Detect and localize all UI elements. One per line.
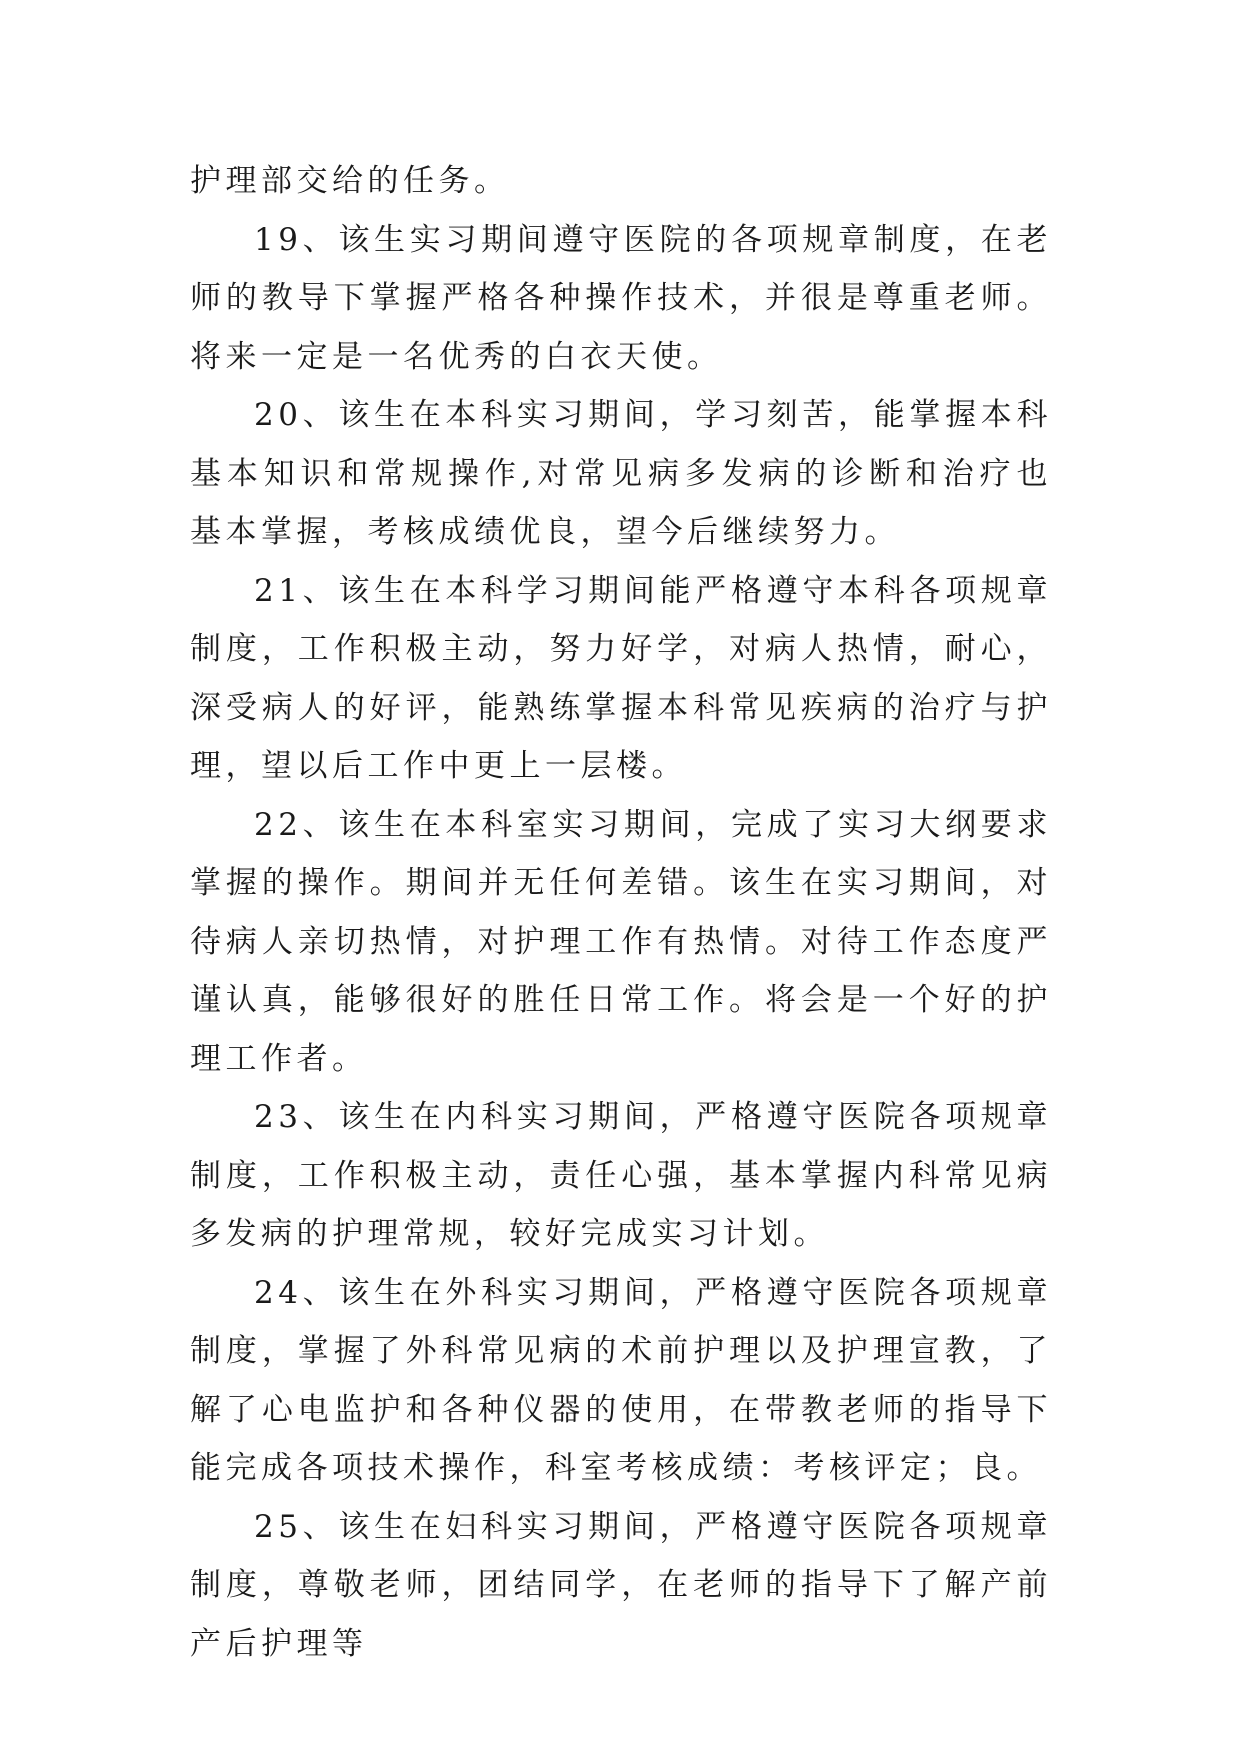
paragraph-continuation: 护理部交给的任务。	[190, 163, 510, 199]
paragraph-item-22: 22、该生在本科室实习期间，完成了实习大纲要求掌握的操作。期间并无任何差错。该生在实习期间，对待病人亲切热情，对护理工作有热情。对待工作态度严谨认真，能够很好的胜任日常工作。将会是一个好的护理工作者。	[190, 806, 1052, 1077]
paragraph-item-25: 25、该生在妇科实习期间，严格遵守医院各项规章制度，尊敬老师，团结同学，在老师的指导下了解产前产后护理等	[190, 1508, 1052, 1662]
body-text	[190, 152, 1052, 1673]
paragraph-item-24: 24、该生在外科实习期间，严格遵守医院各项规章制度，掌握了外科常见病的术前护理以及护理宣教，了解了心电监护和各种仪器的使用，在带教老师的指导下能完成各项技术操作，科室考核成绩：考核评定；良。	[190, 1274, 1052, 1486]
paragraph-item-21: 21、该生在本科学习期间能严格遵守本科各项规章制度，工作积极主动，努力好学，对病人热情，耐心，深受病人的好评，能熟练掌握本科常见疾病的治疗与护理，望以后工作中更上一层楼。	[190, 572, 1052, 784]
paragraph-item-19: 19、该生实习期间遵守医院的各项规章制度，在老师的教导下掌握严格各种操作技术，并很是尊重老师。将来一定是一名优秀的白衣天使。	[190, 221, 1052, 375]
paragraph-item-20: 20、该生在本科实习期间，学习刻苦，能掌握本科基本知识和常规操作,对常见病多发病的诊断和治疗也基本掌握，考核成绩优良，望今后继续努力。	[190, 397, 1052, 550]
paragraph-item-23: 23、该生在内科实习期间，严格遵守医院各项规章制度，工作积极主动，责任心强，基本掌握内科常见病多发病的护理常规，较好完成实习计划。	[190, 1099, 1052, 1252]
